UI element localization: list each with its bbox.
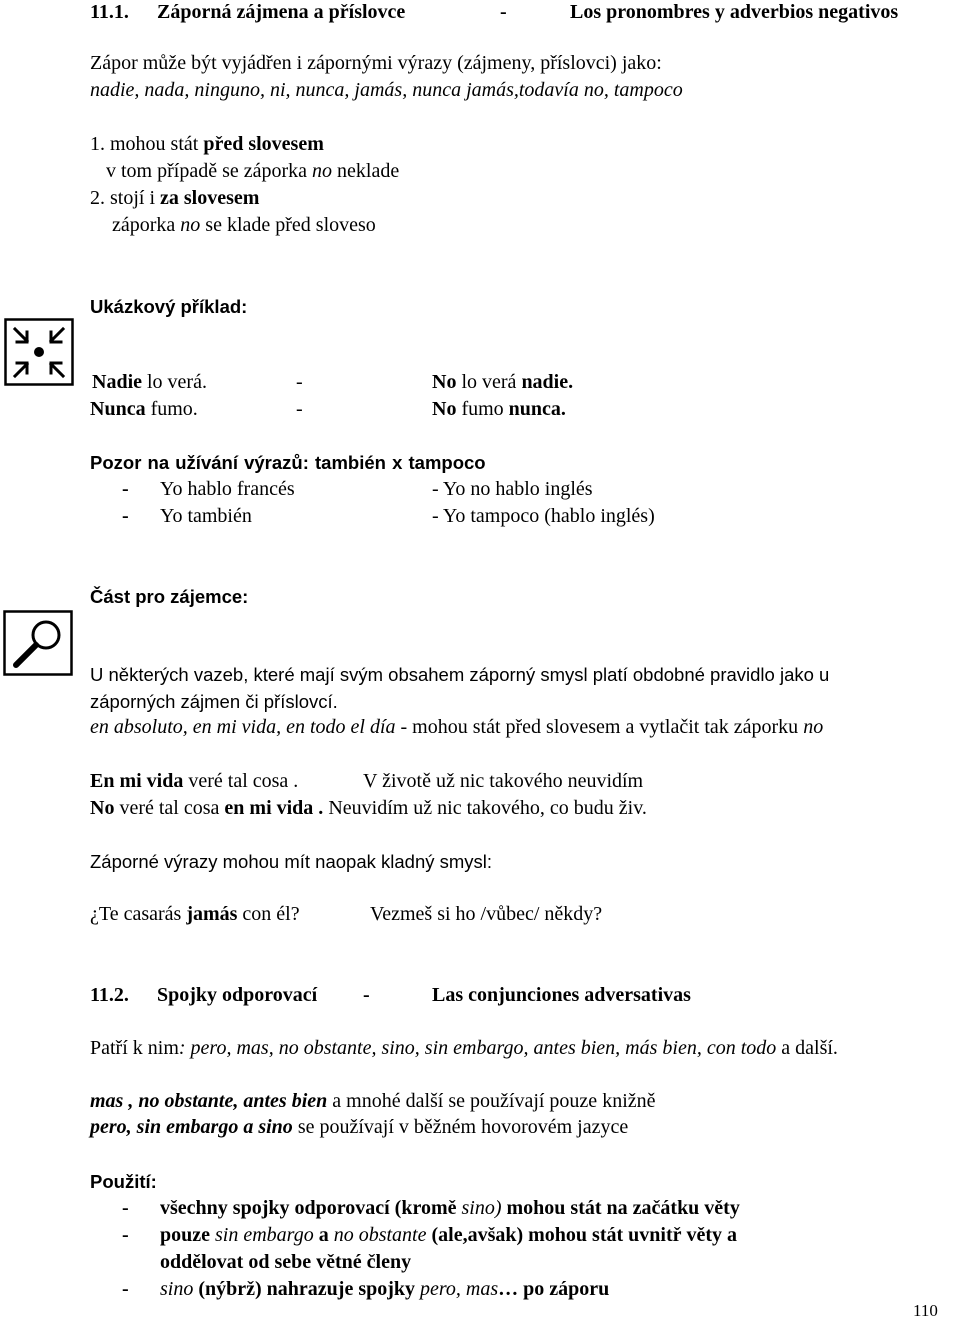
usage-bullet-3-a: (nýbrž) nahrazuje spojky — [193, 1278, 421, 1300]
caution-row-1-dash: - — [122, 478, 129, 500]
rule-2-sub-b: se klade před sloveso — [200, 214, 376, 236]
positive-question — [90, 901, 300, 928]
conjunctions-list-items: : pero, mas, no obstante, sino, sin embargo, antes bien, más bien, con todo — [178, 1037, 777, 1059]
example-heading: Ukázkový příklad: — [90, 296, 248, 317]
usage-heading: Použití: — [90, 1171, 157, 1192]
vida-line-1-bold: En mi vida — [90, 770, 184, 792]
example-row-2-right-b1: No — [432, 398, 457, 420]
rule-2-sub-a: záporka — [112, 214, 181, 236]
vida-line-1-rest: veré tal cosa . — [183, 770, 299, 792]
section-heading-11-1 — [90, 0, 129, 26]
section-number-11-2: 11.2. — [90, 984, 129, 1006]
example-row-1-right — [432, 369, 573, 396]
usage-bullet-2-line-2: oddělovat od sebe větné členy — [160, 1251, 412, 1273]
usage-bullet-3-italic-2: pero, mas — [420, 1278, 499, 1300]
conjunctions-list-suffix: a další. — [776, 1037, 838, 1059]
rule-1-prefix: 1. mohou stát — [90, 133, 204, 155]
caution-row-2-left: Yo también — [160, 505, 252, 527]
caution-row-2-right: - Yo tampoco (hablo inglés) — [432, 505, 655, 527]
positive-question-b: con él? — [237, 903, 300, 925]
example-row-2-right — [432, 396, 566, 423]
example-row-2-right-b2: nunca. — [508, 398, 566, 420]
rule-2-prefix: 2. stojí i — [90, 187, 161, 209]
interest-p1-line-1: U některých vazeb, které mají svým obsahem záporný smysl platí obdobné pravidlo jako u — [90, 664, 830, 685]
positive-heading: Záporné výrazy mohou mít naopak kladný smysl: — [90, 851, 493, 872]
example-row-1-rest: lo verá. — [142, 371, 207, 393]
conjunctions-list — [90, 1035, 838, 1062]
example-row-2-right-mid: fumo — [456, 398, 509, 420]
vida-line-2-b1: No — [90, 797, 115, 819]
usage-note-1 — [90, 1088, 656, 1115]
usage-note-1-terms: mas , no obstante, antes bien — [90, 1090, 328, 1112]
usage-bullet-3-dash: - — [122, 1278, 129, 1300]
positive-question-a: ¿Te casarás — [90, 903, 187, 925]
caution-row-2-dash: - — [122, 505, 129, 527]
example-row-1-dash: - — [296, 371, 303, 393]
vida-line-2-rest: Neuvidím už nic takového, co budu živ. — [323, 797, 647, 819]
interest-p1-line-2: záporných zájmen či příslovcí. — [90, 691, 338, 712]
conjunctions-list-prefix: Patří k nim — [90, 1037, 179, 1059]
interest-p2 — [90, 714, 823, 741]
rule-1-sub-no: no — [312, 160, 333, 182]
rule-2-sub-no: no — [180, 214, 201, 236]
arrows-to-center-icon — [4, 318, 74, 386]
caution-row-1-left: Yo hablo francés — [160, 478, 295, 500]
example-row-1-right-mid: lo verá — [456, 371, 522, 393]
rule-2-sub — [112, 212, 376, 239]
rule-1-sub — [106, 158, 399, 185]
rule-1-sub-a: v tom případě se záporka — [106, 160, 313, 182]
section-title-es: Los pronombres y adverbios negativos — [570, 1, 899, 23]
caution-heading: Pozor na užívání výrazů: también x tampoco — [90, 452, 486, 473]
example-row-1-bold: Nadie — [92, 371, 142, 393]
interest-p2-italic: en absoluto, en mi vida, en todo el día — [90, 716, 396, 738]
example-row-1-right-b2: nadie. — [521, 371, 574, 393]
example-row-2-dash: - — [296, 398, 303, 420]
vida-line-2 — [90, 795, 647, 822]
usage-note-2-terms: pero, sin embargo a sino — [90, 1116, 293, 1138]
section2-title-dash: - — [363, 984, 370, 1006]
section2-title-cz: Spojky odporovací — [157, 984, 318, 1006]
magnifier-icon — [3, 610, 73, 676]
usage-bullet-2-a: pouze — [160, 1224, 215, 1246]
usage-bullet-2-italic-2: no obstante — [333, 1224, 427, 1246]
section2-title-es: Las conjunciones adversativas — [432, 984, 691, 1006]
intro-line-1: Zápor může být vyjádřen i zápornými výrazy (zájmeny, příslovci) jako: — [90, 52, 662, 74]
usage-bullet-2 — [160, 1222, 737, 1249]
positive-question-bold: jamás — [186, 903, 238, 925]
usage-note-2 — [90, 1114, 628, 1141]
interest-p2-no: no — [803, 716, 824, 738]
usage-note-2-rest: se používají v běžném hovorovém jazyce — [292, 1116, 629, 1138]
section-number: 11.1. — [90, 1, 129, 23]
usage-bullet-3-italic-1: sino — [160, 1278, 194, 1300]
usage-note-1-rest: a mnohé další se používají pouze knižně — [327, 1090, 656, 1112]
interest-p2-rest: - mohou stát před slovesem a vytlačit tak záporku — [395, 716, 804, 738]
usage-bullet-3-b: … po záporu — [498, 1278, 610, 1300]
vida-line-1 — [90, 768, 298, 795]
usage-bullet-1-italic: sino) — [461, 1197, 502, 1219]
usage-bullet-2-c: (ale,avšak) mohou stát uvnitř věty a — [426, 1224, 738, 1246]
usage-bullet-2-b: a — [313, 1224, 334, 1246]
positive-translation: Vezmeš si ho /vůbec/ někdy? — [370, 903, 603, 925]
section-title-dash: - — [500, 1, 507, 23]
rule-1 — [90, 131, 324, 158]
vida-line-1-cz: V životě už nic takového neuvidím — [363, 770, 644, 792]
caution-row-1-right: - Yo no hablo inglés — [432, 478, 593, 500]
example-row-2-bold: Nunca — [90, 398, 146, 420]
usage-bullet-2-italic-1: sin embargo — [215, 1224, 314, 1246]
page-number: 110 — [913, 1301, 938, 1320]
vida-line-2-mid: veré tal cosa — [114, 797, 225, 819]
rule-1-sub-b: neklade — [332, 160, 400, 182]
interest-heading: Část pro zájemce: — [90, 586, 249, 607]
example-row-1-right-b1: No — [432, 371, 457, 393]
usage-bullet-3 — [160, 1276, 609, 1303]
example-row-1-left — [92, 369, 207, 396]
rule-1-bold: před slovesem — [203, 133, 324, 155]
rule-2 — [90, 185, 259, 212]
usage-bullet-1-dash: - — [122, 1197, 129, 1219]
example-row-2-left — [90, 396, 198, 423]
usage-bullet-1 — [160, 1195, 740, 1222]
section-title-cz: Záporná zájmena a příslovce — [157, 1, 406, 23]
usage-bullet-1-b: mohou stát na začátku věty — [501, 1197, 740, 1219]
usage-bullet-1-a: všechny spojky odporovací (kromě — [160, 1197, 462, 1219]
usage-bullet-2-dash: - — [122, 1224, 129, 1246]
example-row-2-rest: fumo. — [145, 398, 198, 420]
intro-line-2: nadie, nada, ninguno, ni, nunca, jamás, nunca jamás,todavía no, tampoco — [90, 79, 683, 101]
rule-2-bold: za slovesem — [160, 187, 260, 209]
vida-line-2-b2: en mi vida . — [224, 797, 324, 819]
